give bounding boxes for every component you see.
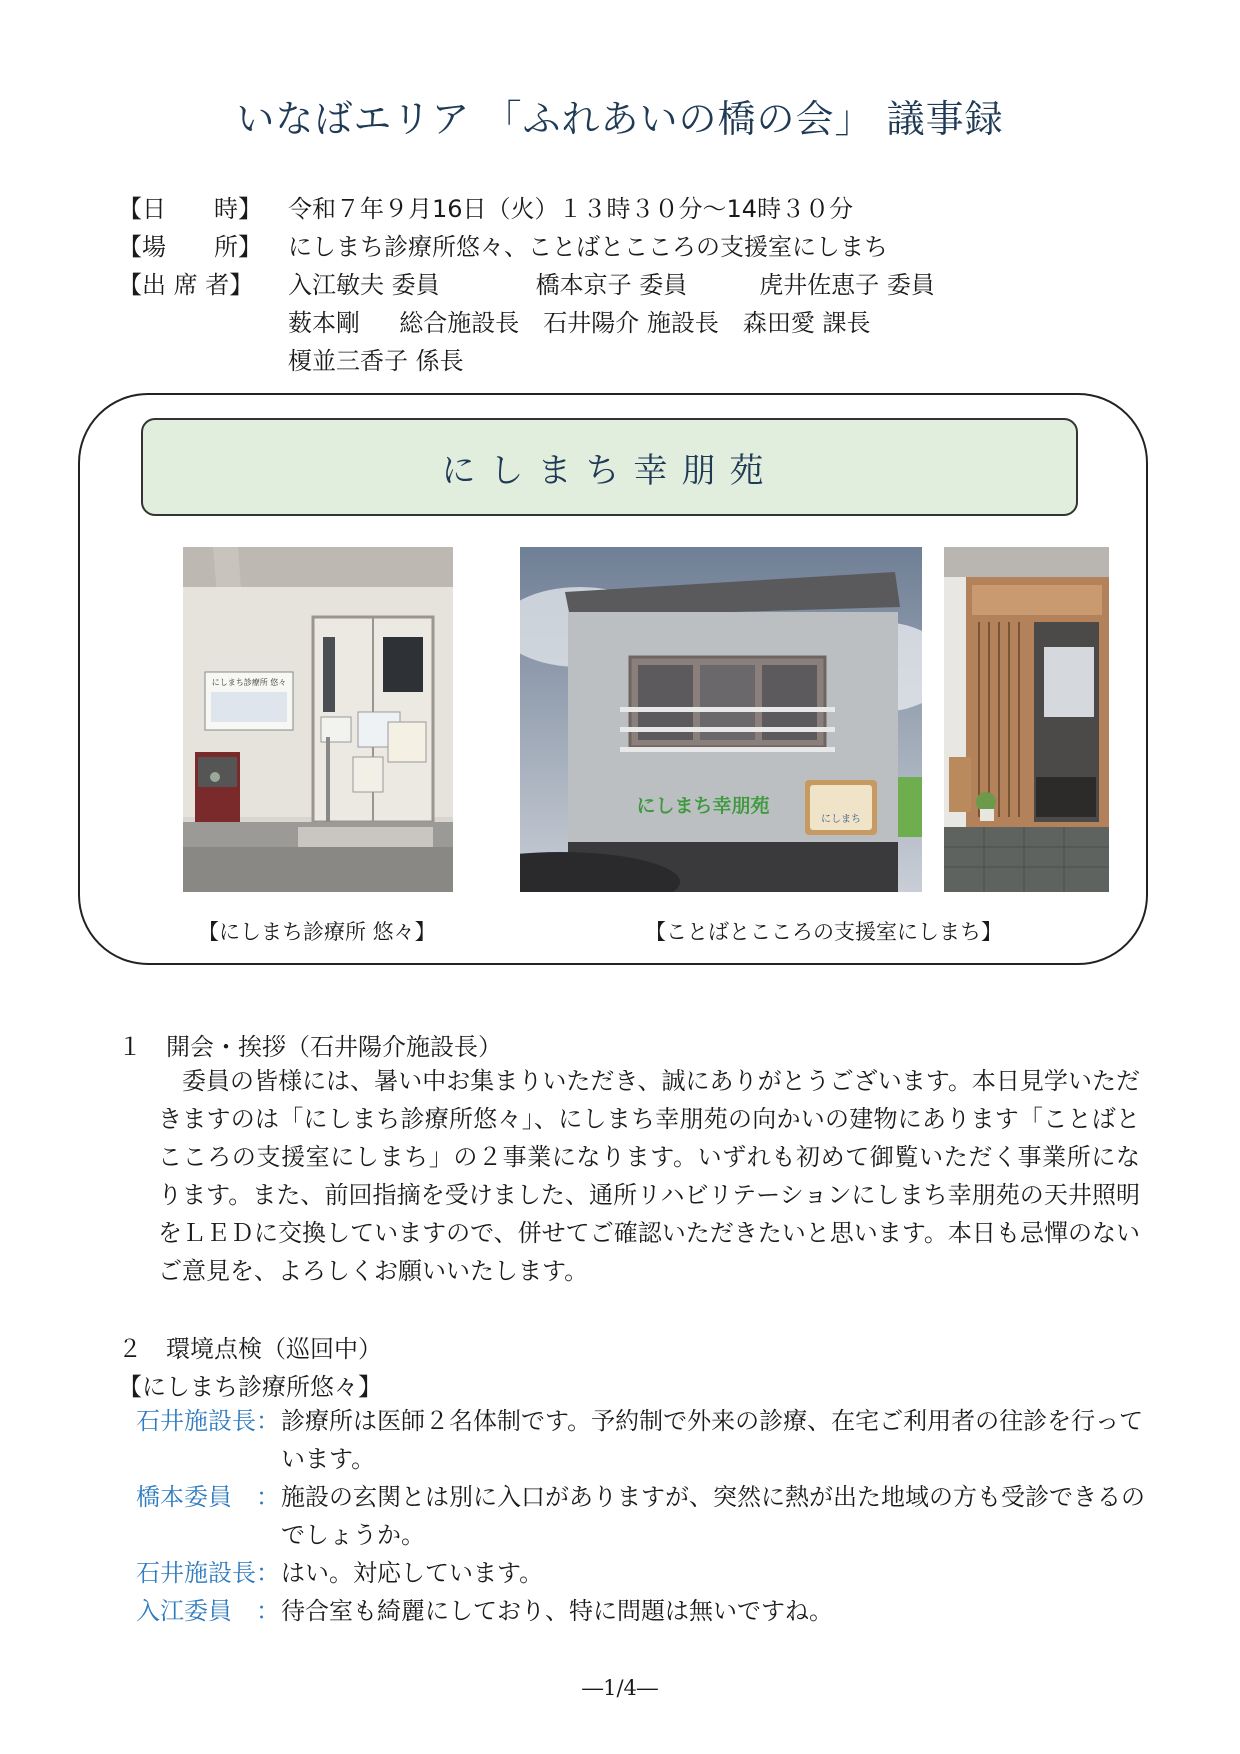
info-row-place [118,228,935,266]
info-value: 入江敏夫 委員 橋本京子 委員 虎井佐恵子 委員 [288,271,935,299]
info-row-attendees-3 [118,342,935,380]
info-row-attendees-2 [118,304,935,342]
info-key: 【場 所】 [118,233,262,261]
dialog-text: はい。対応しています。 [281,1559,544,1587]
page-number: ―1/4― [582,1676,658,1700]
support-room-building-photo [520,547,922,892]
info-value: 令和７年９月16日（火）１３時３０分～14時３０分 [288,195,854,223]
dialog-text: 診療所は医師２名体制です。予約制で外来の診療、在宅ご利用者の往診を行っています。 [281,1407,1144,1473]
info-value: 薮本剛 総合施設長 石井陽介 施設長 森田愛 課長 [288,309,871,337]
board-sign-text: にしまち [821,814,861,825]
meeting-info [118,190,935,380]
building-sign-text: にしまち幸朋苑 [636,795,770,817]
subheading-clinic: 【にしまち診療所悠々】 [118,1373,382,1401]
dialog-speaker: 石井施設長： [136,1407,280,1435]
clinic-sign-text: にしまち診療所 悠々 [211,678,287,687]
dialog-line [136,1592,1146,1630]
section-heading-inspection: ２ 環境点検（巡回中） [118,1335,382,1363]
info-key [118,304,288,342]
dialog-text: 施設の玄関とは別に入口がありますが、突然に熱が出た地域の方も受診できるのでしょうか。 [281,1483,1145,1549]
photo-caption-support-room: 【ことばとこころの支援室にしまち】 [645,920,1002,944]
clinic-entrance-photo [183,547,453,892]
dialog-line [136,1402,1146,1478]
info-key: 【日 時】 [118,195,262,223]
info-row-attendees [118,266,935,304]
facility-name-banner: にしまち幸朋苑 [141,418,1078,516]
info-key: 【出 席 者】 [118,271,254,299]
dialog-text: 待合室も綺麗にしており、特に問題は無いですね。 [281,1597,833,1625]
info-key [118,342,288,380]
info-value: 榎並三香子 係長 [288,347,464,375]
section-heading-opening: １ 開会・挨拶（石井陽介施設長） [118,1033,502,1061]
support-room-entrance-photo [944,547,1109,892]
info-value: にしまち診療所悠々、ことばとこころの支援室にしまち [288,233,888,261]
dialog-speaker: 石井施設長： [136,1559,280,1587]
dialog-line [136,1554,1146,1592]
document-title: いなばエリア 「ふれあいの橋の会」 議事録 [236,97,1004,141]
opening-remarks-paragraph: 委員の皆様には、暑い中お集まりいただき、誠にありがとうございます。本日見学いただきますのは「にしまち診療所悠々」、にしまち幸朋苑の向かいの建物にあります「ことばとこころの支援室にしまち」の２事業になります。いずれも初めて御覧いただく事業所になります。また、前回指摘を受けました、通所リハビリテーションにしまち幸朋苑の天井照明をＬＥＤに交換していますので、併せてご確認いただきたいと思います。本日も忌憚のないご意見を、よろしくお願いいたします。 [158,1067,1140,1285]
dialog-speaker: 橋本委員 ： [136,1483,280,1511]
info-row-datetime [118,190,935,228]
dialog-line [136,1478,1146,1554]
dialog-speaker: 入江委員 ： [136,1597,280,1625]
photo-caption-clinic: 【にしまち診療所 悠々】 [198,920,436,944]
